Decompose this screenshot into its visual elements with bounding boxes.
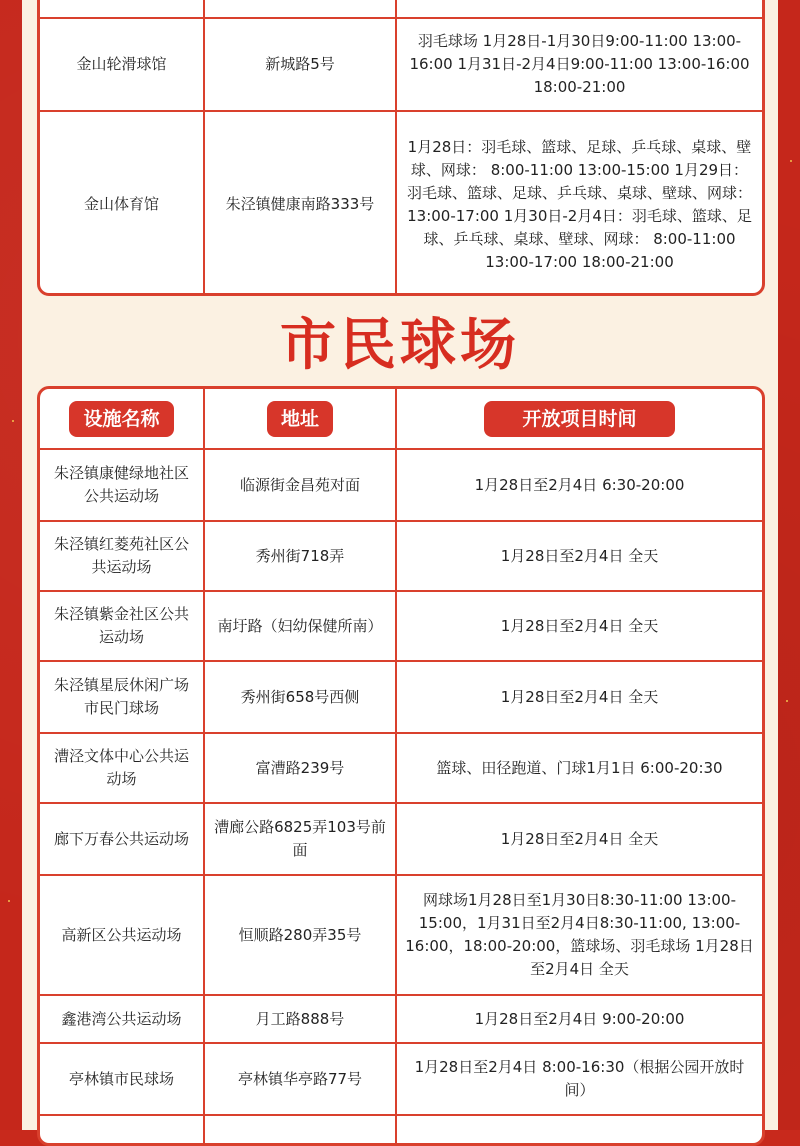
venue-address-cell: 漕廊公路6825弄103号前面 <box>204 803 396 875</box>
venue-name-cell: 朱泾镇紫金社区公共运动场 <box>40 591 204 661</box>
table-row <box>40 661 762 733</box>
table-header-row <box>40 389 762 449</box>
venue-table-bottom <box>37 386 765 1146</box>
table-row <box>40 1043 762 1115</box>
venue-hours-cell: 1月28日至2月4日 8:00-16:30（根据公园开放时间） <box>396 1043 762 1115</box>
venue-name-cell: 漕泾文体中心公共运动场 <box>40 733 204 803</box>
venue-address-cell: 秀州街658号西侧 <box>204 661 396 733</box>
venue-address-cell <box>204 0 396 18</box>
venue-name-cell: 朱泾镇星辰休闲广场市民门球场 <box>40 661 204 733</box>
header-address: 地址 <box>267 401 333 437</box>
gold-speckle <box>790 160 792 162</box>
header-open-hours: 开放项目时间 <box>484 401 674 437</box>
venue-address-cell: 月工路888号 <box>204 995 396 1043</box>
venue-name-cell <box>40 0 204 18</box>
venue-name-cell: 鑫港湾公共运动场 <box>40 995 204 1043</box>
column-header <box>396 389 762 449</box>
table-row <box>40 803 762 875</box>
venue-name-cell: 金山体育馆 <box>40 111 204 296</box>
gold-speckle <box>12 420 14 422</box>
header-facility-name: 设施名称 <box>69 401 173 437</box>
table-row <box>40 449 762 521</box>
venue-hours-cell: 1月28日至2月4日 全天 <box>396 803 762 875</box>
venue-name-cell <box>40 1115 204 1146</box>
venue-address-cell: 南圩路（妇幼保健所南） <box>204 591 396 661</box>
venue-hours-cell <box>396 0 762 18</box>
venue-hours-cell: 1月28日至2月4日 6:30-20:00 <box>396 449 762 521</box>
venue-hours-cell: 1月28日至2月4日 全天 <box>396 591 762 661</box>
venue-address-cell: 临源街金昌苑对面 <box>204 449 396 521</box>
venue-table-top <box>37 0 765 296</box>
venue-hours-cell: 篮球、田径跑道、门球1月1日 6:00-20:30 <box>396 733 762 803</box>
venue-hours-cell: 1月28日至2月4日 9:00-20:00 <box>396 995 762 1043</box>
venue-hours-cell: 1月28日至2月4日 全天 <box>396 661 762 733</box>
gold-speckle <box>786 700 788 702</box>
table-row <box>40 521 762 591</box>
table-row <box>40 995 762 1043</box>
venue-name-cell: 廊下万春公共运动场 <box>40 803 204 875</box>
venue-address-cell: 富漕路239号 <box>204 733 396 803</box>
venue-address-cell: 秀州街718弄 <box>204 521 396 591</box>
gold-speckle <box>8 900 10 902</box>
table-row <box>40 733 762 803</box>
venue-address-cell: 朱泾镇健康南路333号 <box>204 111 396 296</box>
table-row <box>40 111 762 296</box>
venue-name-cell: 朱泾镇红菱苑社区公共运动场 <box>40 521 204 591</box>
venue-name-cell: 高新区公共运动场 <box>40 875 204 995</box>
venue-hours-cell <box>396 1115 762 1146</box>
venue-hours-cell: 网球场1月28日至1月30日8:30-11:00 13:00-15:00，1月31日至2月4日8:30-11:00, 13:00-16:00，18:00-20:00，篮球场、羽毛球场 1月28日至2月4日 全天 <box>396 875 762 995</box>
venue-hours-cell: 1月28日：羽毛球、篮球、足球、乒乓球、桌球、壁球、网球： 8:00-11:00 13:00-15:00 1月29日：羽毛球、篮球、足球、乒乓球、桌球、壁球、网球：13:00-17:00 1月30日-2月4日：羽毛球、篮球、足球、乒乓球、桌球、壁球、网球： 8:00-11:00 13:00-17:00 18:00-21:00 <box>406 137 752 271</box>
column-header <box>40 389 204 449</box>
venue-address-cell <box>204 1115 396 1146</box>
table-row <box>40 0 762 18</box>
table-row <box>40 18 762 111</box>
column-header <box>204 389 396 449</box>
venue-name-cell: 亭林镇市民球场 <box>40 1043 204 1115</box>
venue-hours-cell: 1月28日至2月4日 全天 <box>396 521 762 591</box>
venue-hours-cell: 羽毛球场 1月28日-1月30日9:00-11:00 13:00-16:00 1月31日-2月4日9:00-11:00 13:00-16:00 18:00-21:00 <box>396 18 762 111</box>
venue-address-cell: 新城路5号 <box>204 18 396 111</box>
venue-address-cell: 亭林镇华亭路77号 <box>204 1043 396 1115</box>
table-row <box>40 1115 762 1146</box>
venue-address-cell: 恒顺路280弄35号 <box>204 875 396 995</box>
venue-name-cell: 朱泾镇康健绿地社区公共运动场 <box>40 449 204 521</box>
venue-name-cell: 金山轮滑球馆 <box>40 18 204 111</box>
section-title: 市民球场 <box>280 313 520 378</box>
table-row <box>40 875 762 995</box>
table-row <box>40 591 762 661</box>
